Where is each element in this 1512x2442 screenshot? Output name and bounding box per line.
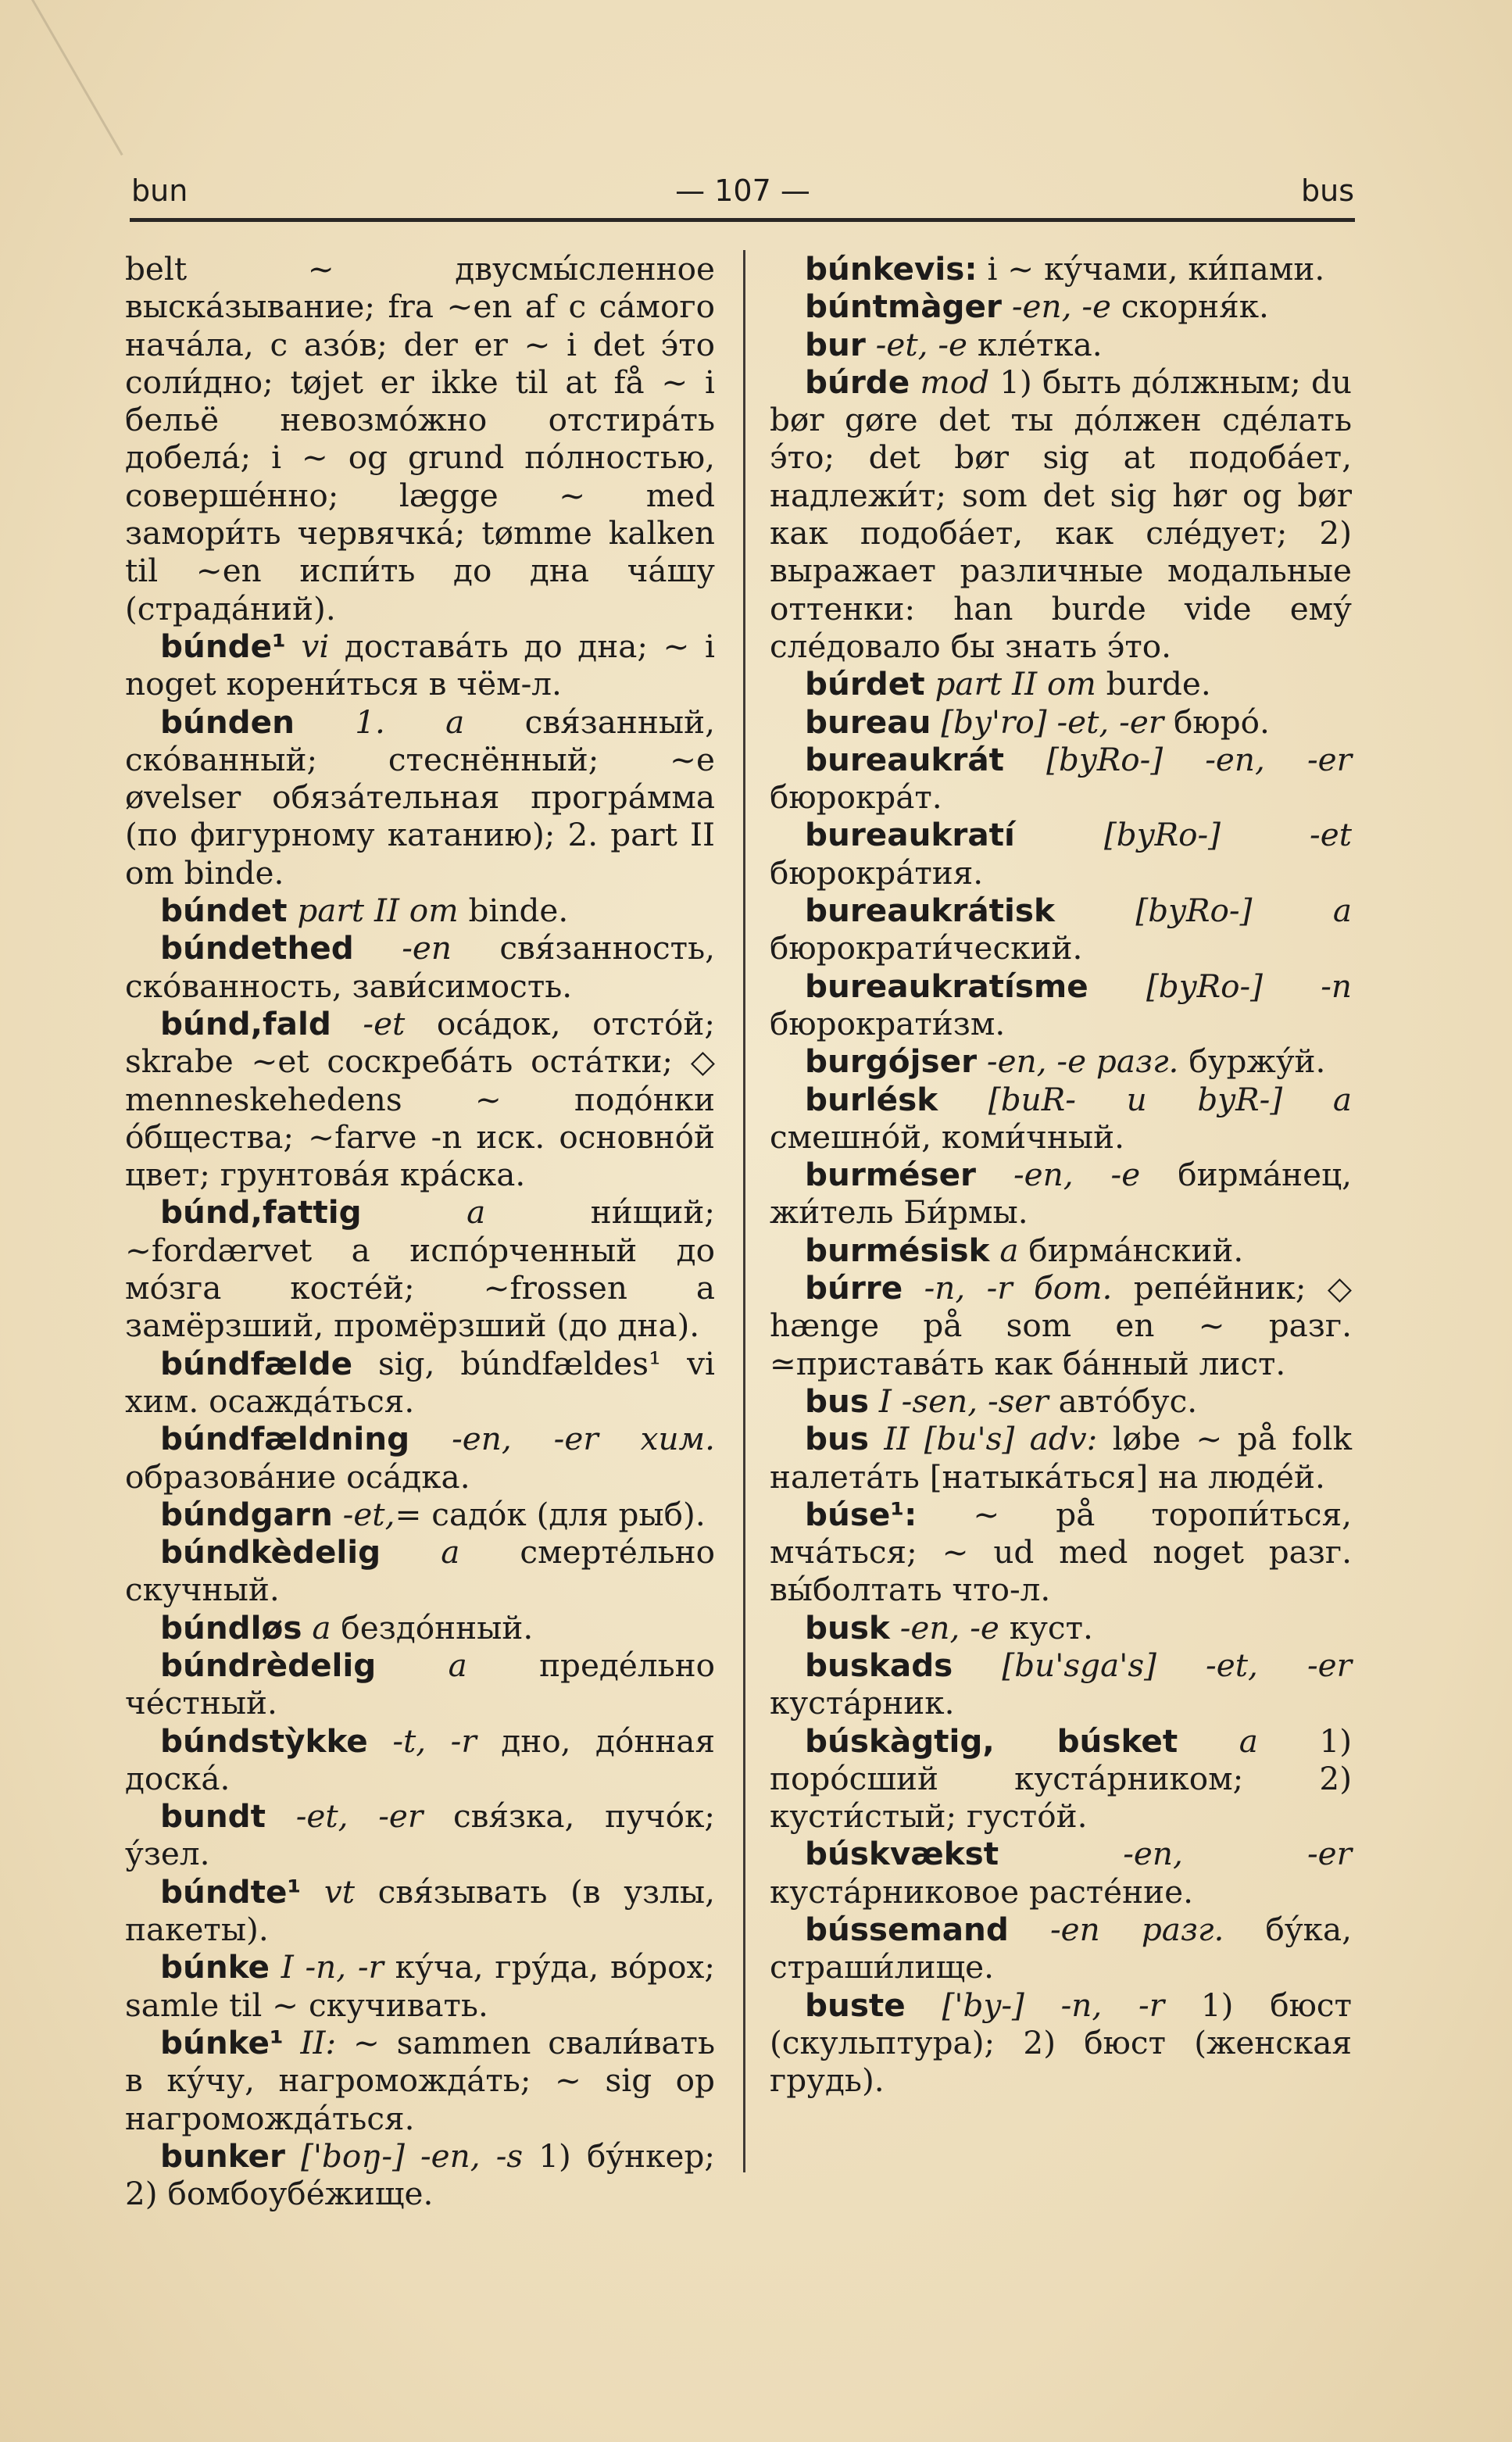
- dictionary-entry: [770, 1081, 1352, 1157]
- entry-headword: búse¹:: [805, 1495, 917, 1533]
- entry-definition: 1) быть до́лжным; du bør gøre det ты до́лжен сде́лать э́то; det bør sig at подоба́ет, надлежи́т; som det sig hør og bør как подоба́ет, как сле́дует; 2) выражает различные модальные оттенки: han burde vide ему́ сле́довало бы знать э́то.: [770, 363, 1353, 665]
- entry-definition: i ~ ку́чами, ки́пами.: [987, 250, 1325, 288]
- entry-headword: búndte¹: [160, 1872, 302, 1911]
- entry-grammar: -en, -e: [899, 1608, 999, 1646]
- dictionary-entry: [125, 1722, 715, 1798]
- dictionary-entry: [125, 1496, 715, 1533]
- entry-headword: bureau: [805, 703, 931, 741]
- page-number: — 107 —: [675, 173, 810, 208]
- dictionary-entry: [770, 1646, 1352, 1722]
- entry-headword: bureaukratísme: [805, 967, 1088, 1005]
- entry-grammar: vi: [301, 627, 330, 665]
- header-left-guideword: bun: [131, 173, 188, 208]
- entry-definition: løbe ~ på folk налета́ть [натыка́ться] на люде́й.: [770, 1420, 1352, 1496]
- entry-grammar: 1. a: [355, 703, 465, 741]
- dictionary-entry: [770, 326, 1352, 363]
- entry-definition: binde.: [468, 892, 569, 930]
- entry-grammar: -t, -r: [392, 1722, 477, 1760]
- entry-grammar: [byRo-] -en, -er: [1046, 740, 1352, 778]
- dictionary-entry: [125, 1005, 715, 1193]
- entry-grammar: II:: [300, 2023, 337, 2061]
- dictionary-entry: [770, 892, 1352, 967]
- header-rule: [130, 218, 1355, 222]
- dictionary-entry: [770, 363, 1352, 665]
- entry-headword: búnden: [160, 703, 295, 741]
- entry-grammar: a: [466, 1193, 486, 1232]
- dictionary-entry: [770, 816, 1352, 892]
- entry-definition: кле́тка.: [977, 325, 1103, 363]
- entry-grammar: part II om: [297, 892, 459, 930]
- entry-definition: смерте́льно скучный.: [125, 1533, 716, 1609]
- dictionary-entry: [770, 1986, 1352, 2100]
- dictionary-entry: [770, 1042, 1352, 1080]
- dictionary-entry: [770, 703, 1352, 741]
- entry-grammar: a: [1239, 1722, 1258, 1760]
- entry-headword: bureaukrátisk: [805, 892, 1055, 930]
- entry-grammar: -et, -e: [875, 325, 967, 363]
- entry-definition: скорня́к.: [1121, 288, 1269, 326]
- dictionary-entry: [125, 892, 715, 929]
- entry-definition: репе́йник; ◇ hænge på som en ~ разг. ≃пристава́ть как ба́нный лист.: [770, 1269, 1353, 1382]
- left-column: [125, 250, 715, 2212]
- entry-headword: búnke: [160, 1948, 270, 1986]
- entry-headword: búndgarn: [160, 1495, 333, 1533]
- entry-grammar: [byRo-] a: [1135, 892, 1352, 930]
- entry-grammar: [byRo-] -n: [1146, 967, 1352, 1005]
- entry-grammar: mod: [920, 363, 990, 401]
- entry-headword: bureaukratí: [805, 816, 1015, 854]
- entry-definition: авто́бус.: [1058, 1382, 1198, 1420]
- entry-grammar: -en, -er: [1123, 1835, 1353, 1873]
- entry-definition: куст.: [1009, 1608, 1093, 1646]
- dictionary-entry: [770, 741, 1352, 817]
- entry-definition: бездо́нный.: [341, 1608, 534, 1646]
- entry-definition: куста́рник.: [770, 1684, 955, 1722]
- entry-definition: садо́к (для рыб).: [431, 1495, 706, 1533]
- entry-grammar: [bu'sga's] -et, -er: [1002, 1646, 1352, 1684]
- entry-headword: búnd,fald: [160, 1004, 331, 1042]
- entry-grammar: ['boŋ-] -en, -s: [301, 2136, 524, 2175]
- entry-definition: 1) поро́сший куста́рником; 2) кусти́стый; густо́й.: [770, 1722, 1353, 1836]
- entry-definition: свя́зка, пучо́к; у́зел.: [125, 1797, 716, 1873]
- column-divider: [743, 250, 745, 2172]
- dictionary-entry: [125, 1533, 715, 1609]
- dictionary-entry: [770, 1232, 1352, 1269]
- entry-definition: куста́рниковое расте́ние.: [770, 1872, 1193, 1911]
- entry-definition: преде́льно че́стный.: [125, 1646, 716, 1722]
- page-header: [131, 173, 1354, 220]
- entry-grammar: vt: [323, 1872, 355, 1911]
- entry-definition: бюрократи́ческий.: [770, 929, 1083, 967]
- entry-grammar: -n, -r бот.: [924, 1269, 1113, 1307]
- dictionary-entry: [125, 929, 715, 1005]
- dictionary-entry: [770, 1382, 1352, 1420]
- entry-definition: свя́занный, ско́ванный; стеснённый; ~e øvelser обяза́тельная програ́мма (по фигурному катанию); 2. part II om binde.: [125, 703, 715, 892]
- entry-definition: буржу́й.: [1189, 1042, 1326, 1081]
- entry-grammar: [byRo-] -et: [1104, 816, 1352, 854]
- entry-headword: burgójser: [805, 1042, 978, 1081]
- entry-definition: бюрократи́зм.: [770, 1004, 1006, 1042]
- entry-grammar: I -sen, -ser: [878, 1382, 1049, 1420]
- dictionary-entry: [125, 1948, 715, 2024]
- entry-headword: búndfælde: [160, 1344, 353, 1382]
- entry-grammar: -et, -er: [295, 1797, 424, 1836]
- entry-headword: bundt: [160, 1797, 266, 1836]
- entry-headword: búrdet: [805, 665, 925, 703]
- dictionary-entry: [770, 288, 1352, 325]
- entry-grammar: -et: [363, 1004, 406, 1042]
- dictionary-entry: [125, 1873, 715, 1949]
- entry-grammar: -en, -e разг.: [986, 1042, 1179, 1081]
- dictionary-entry: [125, 1609, 715, 1646]
- dictionary-entry: [125, 1345, 715, 1421]
- entry-definition: 1) бюст (скульптура); 2) бюст (женская грудь).: [770, 1986, 1353, 2100]
- entry-definition: оса́док, отсто́й; skrabe ~et соскреба́ть оста́тки; ◇ menneskehedens ~ подо́нки о́бщества; ~farve -n иск. основно́й цвет; грунтова́я кра́ска.: [125, 1004, 715, 1194]
- entry-headword: bureaukrát: [805, 740, 1005, 778]
- entry-definition: ни́щий; ~fordærvet a испо́рченный до мо́зга косте́й; ~frossen a замёрзший, промёрзший (до дна).: [125, 1193, 716, 1345]
- dictionary-entry: [770, 1835, 1352, 1911]
- entry-headword: búndstỳkke: [160, 1722, 368, 1760]
- dictionary-entry: [125, 1797, 715, 1873]
- entry-headword: bússemand: [805, 1911, 1009, 1949]
- entry-grammar: part II om: [935, 665, 1096, 703]
- entry-definition: бирма́нец, жи́тель Би́рмы.: [770, 1156, 1353, 1232]
- entry-grammar: -en, -er хим.: [452, 1420, 716, 1458]
- entry-definition: ~ på торопи́ться, мча́ться; ~ ud med noget разг. вы́болтать что-л.: [770, 1495, 1352, 1609]
- dictionary-entry: [770, 967, 1352, 1043]
- entry-headword: búrde: [805, 363, 910, 401]
- entry-headword: búndkèdelig: [160, 1533, 381, 1571]
- entry-headword: búndrèdelig: [160, 1646, 377, 1684]
- entry-definition: свя́зывать (в узлы, пакеты).: [125, 1872, 715, 1949]
- dictionary-entry: [770, 1911, 1352, 1986]
- dictionary-entry: [125, 1193, 715, 1344]
- dictionary-entry: [125, 2024, 715, 2137]
- entry-headword: búskvækst: [805, 1835, 999, 1873]
- entry-grammar: [by'ro] -et, -er: [941, 703, 1164, 741]
- dictionary-entry: [770, 665, 1352, 703]
- entry-headword: buste: [805, 1986, 906, 2024]
- entry-headword: burlésk: [805, 1080, 938, 1118]
- entry-headword: bus: [805, 1382, 869, 1420]
- entry-headword: búnkevis:: [805, 250, 978, 288]
- entry-headword: bus: [805, 1420, 869, 1458]
- entry-grammar: -en, -e: [1011, 288, 1111, 326]
- entry-headword: burméser: [805, 1156, 977, 1194]
- entry-grammar: a: [441, 1533, 460, 1571]
- dictionary-entry: [125, 703, 715, 892]
- entry-grammar: a: [448, 1646, 467, 1684]
- entry-grammar: [buR- и byR-] a: [988, 1080, 1352, 1118]
- entry-grammar: -en, -e: [1013, 1156, 1141, 1194]
- entry-definition: бюрокра́т.: [770, 778, 942, 817]
- entry-definition: burde.: [1106, 665, 1211, 703]
- entry-headword: búskàgtig, búsket: [805, 1722, 1178, 1760]
- entry-definition: ку́ча, гру́да, во́рох; samle til ~ скучивать.: [125, 1948, 716, 2024]
- entry-definition: дно, до́нная доска́.: [125, 1722, 716, 1797]
- dictionary-entry: [770, 1609, 1352, 1646]
- entry-headword: busk: [805, 1608, 890, 1646]
- entry-definition: свя́занность, ско́ванность, зави́симость.: [125, 929, 715, 1005]
- paper-crease: [31, 0, 123, 156]
- entry-headword: bur: [805, 325, 866, 363]
- entry-headword: buskads: [805, 1646, 953, 1684]
- entry-grammar: -et,=: [342, 1495, 422, 1533]
- entry-headword: bunker: [160, 2136, 285, 2175]
- dictionary-entry: [770, 1420, 1352, 1496]
- right-column: [770, 250, 1352, 2100]
- entry-grammar: II [bu's] adv:: [884, 1420, 1098, 1458]
- dictionary-entry: [770, 1496, 1352, 1609]
- entry-definition: смешно́й, коми́чный.: [770, 1117, 1124, 1156]
- entry-headword: búndethed: [160, 929, 354, 967]
- dictionary-entry: [770, 250, 1352, 288]
- entry-headword: búnd,fattig: [160, 1193, 362, 1232]
- entry-grammar: I -n, -r: [281, 1948, 384, 1986]
- entry-definition: бирма́нский.: [1028, 1231, 1244, 1269]
- entry-definition: sig, búndfældes¹ vi хим. осажда́ться.: [125, 1344, 716, 1420]
- header-right-guideword: bus: [1300, 173, 1354, 208]
- dictionary-entry: [125, 2137, 715, 2213]
- entry-headword: burmésisk: [805, 1231, 990, 1269]
- entry-headword: búnde¹: [160, 627, 286, 665]
- entry-definition: ~ sammen свали́вать в ку́чу, нагроможда́ть; ~ sig op нагроможда́ться.: [125, 2023, 716, 2137]
- entry-headword: búnke¹: [160, 2023, 284, 2061]
- entry-headword: búndfældning: [160, 1420, 410, 1458]
- dictionary-entry: [770, 1269, 1352, 1382]
- entry-headword: búndløs: [160, 1608, 302, 1646]
- dictionary-entry: [770, 1156, 1352, 1232]
- entry-grammar: -en: [402, 929, 452, 967]
- entry-definition: 1) бу́нкер; 2) бомбоубе́жище.: [125, 2136, 716, 2213]
- entry-definition: бюрокра́тия.: [770, 853, 984, 892]
- entry-grammar: ['by-] -n, -r: [942, 1986, 1165, 2024]
- entry-definition: belt ~ двусмы́сленное выска́зывание; fra ~en af с са́мого нача́ла, с азо́в; der er ~ i det э́то соли́дно; tøjet er ikke til at få ~ i бельё невозмо́жно отстира́ть добела́; i ~ og grund по́лностью, соверше́нно; lægge ~ med замори́ть червячка́; tømme kalken til ~en испи́ть до дна ча́шу (страда́ний).: [125, 250, 715, 627]
- dictionary-entry: [125, 250, 715, 627]
- dictionary-entry: [125, 1420, 715, 1496]
- entry-definition: бу́ка, страши́лище.: [770, 1911, 1353, 1986]
- entry-definition: образова́ние оса́дка.: [125, 1457, 470, 1496]
- entry-headword: búntmàger: [805, 288, 1002, 326]
- entry-grammar: a: [999, 1231, 1019, 1269]
- entry-grammar: a: [312, 1608, 331, 1646]
- entry-definition: бюро́.: [1174, 703, 1270, 741]
- dictionary-entry: [125, 1646, 715, 1722]
- dictionary-entry: [770, 1722, 1352, 1836]
- entry-grammar: -en разг.: [1049, 1911, 1224, 1949]
- entry-headword: búndet: [160, 892, 288, 930]
- entry-headword: búrre: [805, 1269, 903, 1307]
- entry-definition: достава́ть до дна; ~ i noget корени́ться в чём-л.: [125, 627, 716, 703]
- dictionary-entry: [125, 627, 715, 703]
